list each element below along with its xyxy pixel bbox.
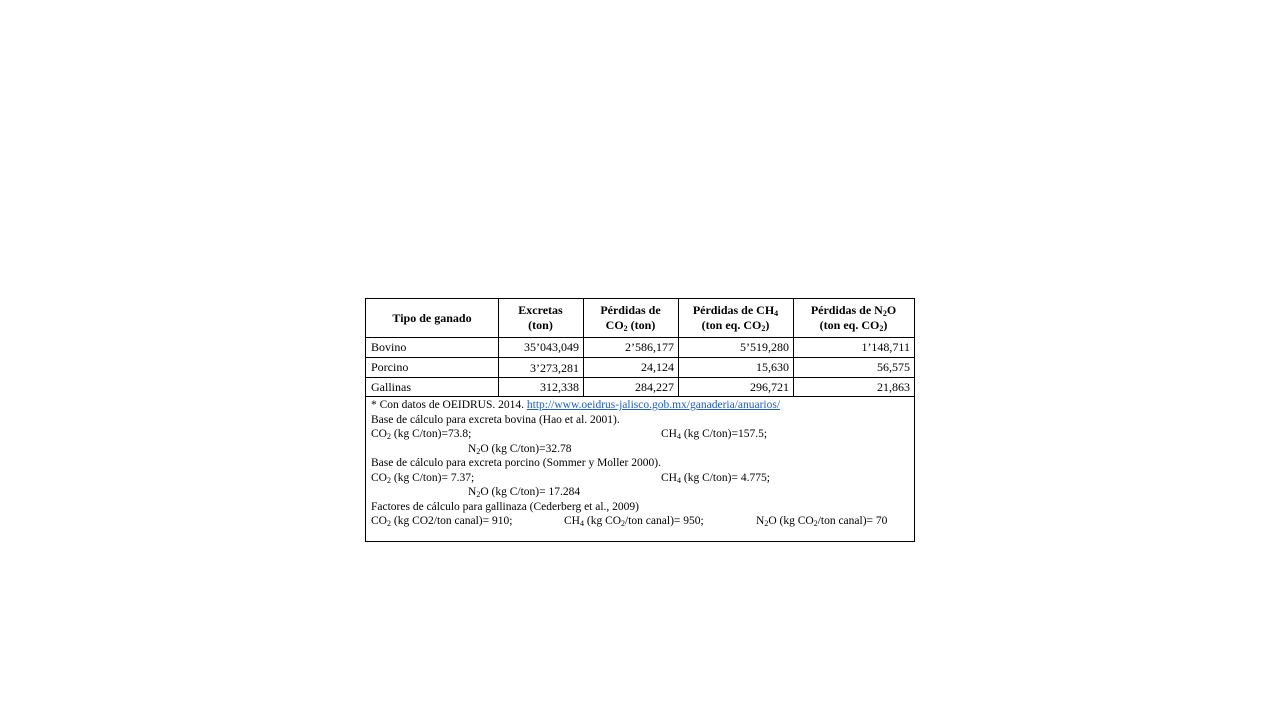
note-porcina-n2o	[371, 485, 911, 500]
table-footnotes	[371, 398, 911, 529]
note-porcina-factors	[371, 471, 911, 486]
header-excretas: Excretas (ton)	[518, 303, 563, 332]
note-bovina-factors	[371, 427, 911, 442]
source-link[interactable]: http://www.oeidrus-jalisco.gob.mx/ganaderia/anuarios/	[526, 399, 781, 411]
header-perdidas-ch4: Pérdidas de $CH_4$ (ton eq. $CO_2$)	[692, 303, 779, 333]
cell-co2: 2’586,177	[625, 340, 674, 354]
note-gallinaza-title: Factores de cálculo para gallinaza (Cederberg et al., 2009)	[371, 500, 639, 513]
note-source	[371, 398, 911, 413]
table-row	[366, 358, 914, 378]
porcina-ch4: $CH_4$ (kg C/ton)= 4.775;	[661, 471, 770, 485]
table-row	[366, 338, 914, 358]
gallinaza-co2: $CO_2$ (kg CO2/ton canal)= 910;	[371, 515, 513, 528]
cell-tipo: Gallinas	[371, 379, 411, 394]
cell-n2o: 1’148,711	[861, 340, 910, 354]
cell-ch4: 5’519,280	[740, 340, 789, 354]
gallinaza-ch4: $CH_4$ (kg $CO_2$/ton canal)= 950;	[564, 515, 704, 528]
cell-co2: 24,124	[641, 360, 674, 374]
cell-n2o: 21,863	[877, 379, 910, 394]
emissions-table	[365, 298, 915, 542]
bovina-co2: $CO_2$ (kg C/ton)=73.8;	[371, 428, 472, 441]
note-bovina-n2o	[371, 442, 911, 457]
cell-tipo: Porcino	[371, 360, 409, 374]
bovina-n2o: $N_2O$ (kg C/ton)=32.78	[468, 442, 572, 456]
cell-excretas: 35’043,049	[524, 340, 579, 354]
table-header-row	[366, 299, 914, 338]
note-gallinaza-factors	[371, 514, 911, 529]
header-perdidas-n2o: Pérdidas de $N_2O$ (ton eq. $CO_2$)	[810, 303, 897, 333]
cell-tipo: Bovino	[371, 340, 407, 354]
header-tipo-de-ganado: Tipo de ganado	[392, 310, 472, 325]
note-bovina-title: Base de cálculo para excreta bovina (Hao et al. 2001).	[371, 413, 620, 426]
cell-excretas: 3’273,281	[530, 361, 579, 375]
porcina-n2o: $N_2O$ (kg C/ton)= 17.284	[468, 486, 581, 499]
porcina-co2: $CO_2$ (kg C/ton)= 7.37;	[371, 471, 475, 485]
header-perdidas-co2: Pérdidas de $CO_2$ (ton)	[600, 303, 661, 333]
source-prefix: * Con datos de OEIDRUS. 2014.	[371, 399, 527, 411]
note-porcina-title: Base de cálculo para excreta porcino (Sommer y Moller 2000).	[371, 457, 661, 469]
gallinaza-n2o: $N_2O$ (kg $CO_2$/ton canal)= 70	[756, 515, 888, 528]
cell-n2o: 56,575	[877, 360, 910, 374]
cell-ch4: 296,721	[750, 379, 789, 394]
cell-ch4: 15,630	[756, 360, 789, 374]
table-row	[366, 378, 914, 397]
cell-excretas: 312,338	[540, 379, 579, 394]
cell-co2: 284,227	[635, 379, 674, 394]
bovina-ch4: $CH_4$ (kg C/ton)=157.5;	[661, 428, 768, 441]
